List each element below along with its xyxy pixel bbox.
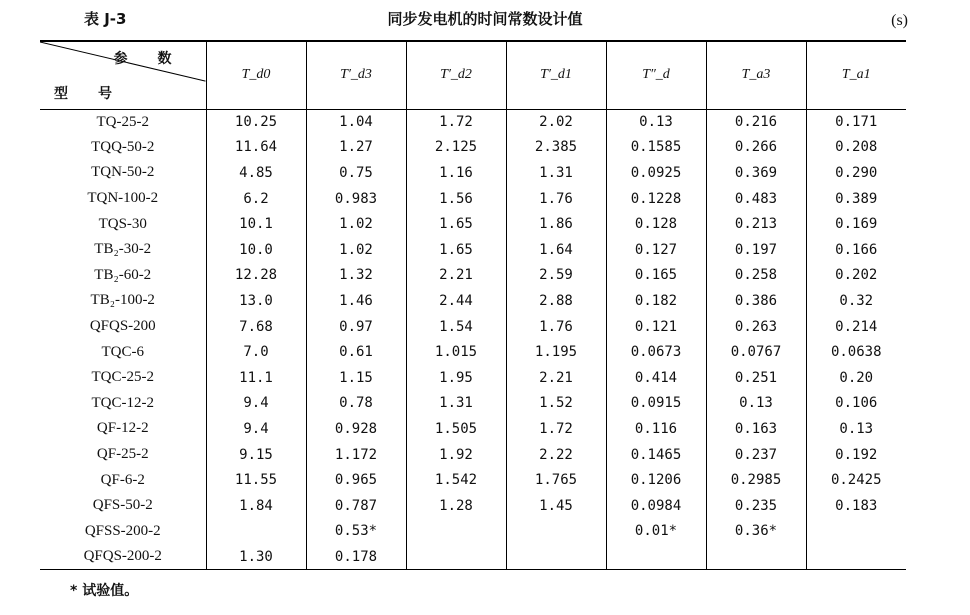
value-cell: 0.128 xyxy=(606,211,706,237)
value-cell: 0.965 xyxy=(306,467,406,493)
value-cell: 1.505 xyxy=(406,416,506,442)
column-header: T′_d2 xyxy=(406,41,506,109)
model-cell: TB₂-30-2 xyxy=(94,241,152,258)
value-cell: 0.20 xyxy=(806,365,906,391)
value-cell: 2.22 xyxy=(506,442,606,468)
model-cell: TQ-25-2 xyxy=(96,113,149,130)
table-row xyxy=(40,186,906,212)
value-cell: 0.197 xyxy=(706,237,806,263)
value-cell: 0.290 xyxy=(806,160,906,186)
value-cell: 1.76 xyxy=(506,314,606,340)
value-cell: 1.45 xyxy=(506,493,606,519)
value-cell: 0.13 xyxy=(606,109,706,135)
corner-model-label: 型号 xyxy=(54,85,142,102)
value-cell: 1.172 xyxy=(306,442,406,468)
value-cell xyxy=(406,519,506,545)
value-cell: 0.235 xyxy=(706,493,806,519)
value-cell: 1.542 xyxy=(406,467,506,493)
value-cell: 0.1206 xyxy=(606,467,706,493)
value-cell: 1.84 xyxy=(206,493,306,519)
time-constants-table xyxy=(40,40,906,570)
value-cell: 12.28 xyxy=(206,263,306,289)
model-cell: TB₂-60-2 xyxy=(94,266,152,283)
table-row xyxy=(40,442,906,468)
value-cell: 1.27 xyxy=(306,135,406,161)
value-cell: 2.385 xyxy=(506,135,606,161)
table-row xyxy=(40,135,906,161)
unit-label: (s) xyxy=(891,12,908,29)
model-cell: TQC-25-2 xyxy=(91,369,154,386)
value-cell xyxy=(506,519,606,545)
model-cell: QFQS-200 xyxy=(89,318,156,335)
value-cell: 7.68 xyxy=(206,314,306,340)
value-cell: 2.02 xyxy=(506,109,606,135)
value-cell: 1.32 xyxy=(306,263,406,289)
value-cell: 0.0915 xyxy=(606,391,706,417)
model-cell: QFSS-200-2 xyxy=(84,522,161,539)
value-cell: 0.178 xyxy=(306,544,406,570)
value-cell: 0.13 xyxy=(806,416,906,442)
value-cell: 1.02 xyxy=(306,237,406,263)
value-cell: 1.765 xyxy=(506,467,606,493)
value-cell: 0.182 xyxy=(606,288,706,314)
model-cell: QFQS-200-2 xyxy=(40,544,206,570)
value-cell: 10.0 xyxy=(206,237,306,263)
value-cell: 0.0673 xyxy=(606,339,706,365)
value-cell: 11.1 xyxy=(206,365,306,391)
value-cell xyxy=(506,544,606,570)
column-header: T″_d xyxy=(606,41,706,109)
column-header: T_a1 xyxy=(806,41,906,109)
model-cell: TQC-12-2 xyxy=(91,394,154,411)
value-cell: 2.44 xyxy=(406,288,506,314)
value-cell: 1.31 xyxy=(506,160,606,186)
value-cell: 0.0925 xyxy=(606,160,706,186)
value-cell: 1.72 xyxy=(406,109,506,135)
value-cell: 1.195 xyxy=(506,339,606,365)
value-cell: 2.59 xyxy=(506,263,606,289)
table-row xyxy=(40,519,906,545)
value-cell: 11.55 xyxy=(206,467,306,493)
value-cell: 0.165 xyxy=(606,263,706,289)
value-cell: 0.389 xyxy=(806,186,906,212)
value-cell: 13.0 xyxy=(206,288,306,314)
value-cell: 0.237 xyxy=(706,442,806,468)
model-cell: TQS-30 xyxy=(98,215,147,232)
table-row xyxy=(40,391,906,417)
value-cell: 0.13 xyxy=(706,391,806,417)
value-cell: 0.0638 xyxy=(806,339,906,365)
value-cell xyxy=(406,544,506,570)
model-cell: TQC-6 xyxy=(101,343,144,360)
value-cell: 1.30 xyxy=(206,544,306,570)
value-cell: 4.85 xyxy=(206,160,306,186)
value-cell: 11.64 xyxy=(206,135,306,161)
value-cell: 2.88 xyxy=(506,288,606,314)
value-cell: 0.1228 xyxy=(606,186,706,212)
value-cell: 0.208 xyxy=(806,135,906,161)
table-row xyxy=(40,493,906,519)
model-cell: QFS-50-2 xyxy=(92,497,153,514)
value-cell: 6.2 xyxy=(206,186,306,212)
value-cell: 0.787 xyxy=(306,493,406,519)
value-cell: 2.21 xyxy=(506,365,606,391)
value-cell: 1.65 xyxy=(406,211,506,237)
value-cell: 0.53* xyxy=(306,519,406,545)
value-cell: 0.127 xyxy=(606,237,706,263)
value-cell: 0.75 xyxy=(306,160,406,186)
value-cell xyxy=(606,544,706,570)
column-header: T_d0 xyxy=(206,41,306,109)
table-row xyxy=(40,339,906,365)
value-cell: 0.106 xyxy=(806,391,906,417)
value-cell: 0.32 xyxy=(806,288,906,314)
value-cell: 0.369 xyxy=(706,160,806,186)
value-cell: 1.92 xyxy=(406,442,506,468)
value-cell xyxy=(706,544,806,570)
table-row xyxy=(40,288,906,314)
value-cell: 7.0 xyxy=(206,339,306,365)
value-cell: 1.76 xyxy=(506,186,606,212)
value-cell: 10.25 xyxy=(206,109,306,135)
value-cell: 1.54 xyxy=(406,314,506,340)
footnote: * 试验值。 xyxy=(70,583,139,599)
value-cell: 0.414 xyxy=(606,365,706,391)
table-row xyxy=(40,211,906,237)
value-cell: 0.36* xyxy=(706,519,806,545)
table-body xyxy=(40,109,906,570)
value-cell: 1.52 xyxy=(506,391,606,417)
table-row xyxy=(40,314,906,340)
column-header: T′_d1 xyxy=(506,41,606,109)
value-cell xyxy=(806,519,906,545)
model-cell: TB₂-100-2 xyxy=(90,292,155,309)
value-cell: 0.97 xyxy=(306,314,406,340)
value-cell: 0.171 xyxy=(806,109,906,135)
value-cell: 9.15 xyxy=(206,442,306,468)
value-cell: 0.213 xyxy=(706,211,806,237)
value-cell: 1.15 xyxy=(306,365,406,391)
model-cell: QF-6-2 xyxy=(100,471,145,488)
value-cell: 0.258 xyxy=(706,263,806,289)
value-cell: 2.21 xyxy=(406,263,506,289)
corner-parameter-label: 参数 xyxy=(113,51,202,67)
value-cell: 0.2985 xyxy=(706,467,806,493)
value-cell: 0.983 xyxy=(306,186,406,212)
model-cell: TQQ-50-2 xyxy=(91,138,155,155)
value-cell xyxy=(806,544,906,570)
value-cell: 0.0984 xyxy=(606,493,706,519)
header-row xyxy=(40,41,906,109)
table-title: 同步发电机的时间常数设计值 xyxy=(387,10,583,28)
value-cell: 1.64 xyxy=(506,237,606,263)
column-header: T_a3 xyxy=(706,41,806,109)
model-cell: QF-25-2 xyxy=(96,446,149,463)
table-row xyxy=(40,467,906,493)
value-cell: 1.65 xyxy=(406,237,506,263)
value-cell: 0.183 xyxy=(806,493,906,519)
value-cell: 1.56 xyxy=(406,186,506,212)
column-header: T′_d3 xyxy=(306,41,406,109)
value-cell: 0.61 xyxy=(306,339,406,365)
value-cell: 1.72 xyxy=(506,416,606,442)
table-row xyxy=(40,365,906,391)
value-cell: 1.95 xyxy=(406,365,506,391)
value-cell: 1.46 xyxy=(306,288,406,314)
value-cell: 1.04 xyxy=(306,109,406,135)
table-row xyxy=(40,544,906,570)
model-cell: QF-12-2 xyxy=(96,420,149,437)
value-cell: 9.4 xyxy=(206,416,306,442)
value-cell: 0.483 xyxy=(706,186,806,212)
value-cell: 0.1465 xyxy=(606,442,706,468)
value-cell: 0.121 xyxy=(606,314,706,340)
value-cell: 0.0767 xyxy=(706,339,806,365)
value-cell: 0.163 xyxy=(706,416,806,442)
value-cell: 0.01* xyxy=(606,519,706,545)
table-row xyxy=(40,263,906,289)
value-cell: 1.16 xyxy=(406,160,506,186)
value-cell: 0.1585 xyxy=(606,135,706,161)
table-row xyxy=(40,109,906,135)
value-cell: 0.166 xyxy=(806,237,906,263)
value-cell: 0.192 xyxy=(806,442,906,468)
corner-header xyxy=(40,41,206,109)
value-cell: 1.02 xyxy=(306,211,406,237)
table-label: 表 J-3 xyxy=(84,10,127,28)
value-cell: 2.125 xyxy=(406,135,506,161)
value-cell: 0.202 xyxy=(806,263,906,289)
model-cell: TQN-100-2 xyxy=(87,190,159,207)
value-cell: 0.928 xyxy=(306,416,406,442)
value-cell: 0.214 xyxy=(806,314,906,340)
value-cell: 0.78 xyxy=(306,391,406,417)
value-cell: 0.116 xyxy=(606,416,706,442)
value-cell: 0.251 xyxy=(706,365,806,391)
table-row xyxy=(40,237,906,263)
value-cell xyxy=(206,519,306,545)
value-cell: 0.386 xyxy=(706,288,806,314)
table-row xyxy=(40,160,906,186)
value-cell: 1.015 xyxy=(406,339,506,365)
model-cell: TQN-50-2 xyxy=(91,164,155,181)
value-cell: 10.1 xyxy=(206,211,306,237)
value-cell: 9.4 xyxy=(206,391,306,417)
value-cell: 0.2425 xyxy=(806,467,906,493)
value-cell: 0.216 xyxy=(706,109,806,135)
value-cell: 0.169 xyxy=(806,211,906,237)
value-cell: 1.31 xyxy=(406,391,506,417)
value-cell: 0.266 xyxy=(706,135,806,161)
table-row xyxy=(40,416,906,442)
value-cell: 1.28 xyxy=(406,493,506,519)
value-cell: 1.86 xyxy=(506,211,606,237)
value-cell: 0.263 xyxy=(706,314,806,340)
